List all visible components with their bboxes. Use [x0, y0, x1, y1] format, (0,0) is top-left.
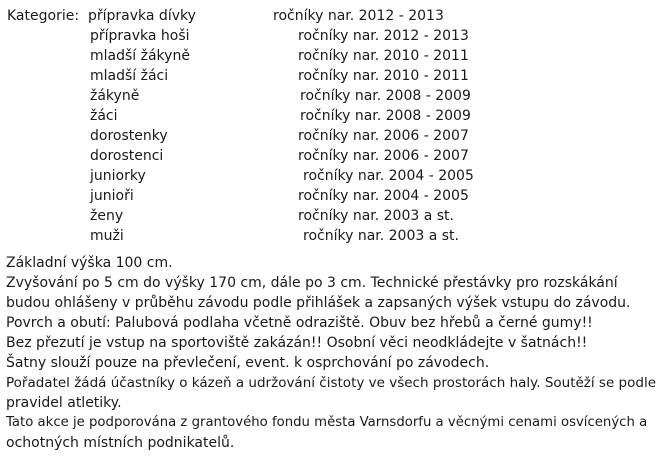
text-line: Povrch a obutí: Palubová podlaha včetně odraziště. Obuv bez hřebů a černé gumy!! — [6, 315, 593, 331]
category-row — [0, 66, 661, 86]
category-years: ročníky nar. 2006 - 2007 — [298, 128, 469, 144]
category-years: ročníky nar. 2003 a st. — [298, 208, 454, 224]
category-name: mladší žákyně — [90, 48, 190, 64]
category-years: ročníky nar. 2008 - 2009 — [300, 108, 471, 124]
category-row — [0, 106, 661, 126]
text-line: budou ohlášeny v průběhu závodu podle přihlášek a zapsaných výšek vstupu do závodu. — [6, 295, 631, 311]
category-years: ročníky nar. 2006 - 2007 — [298, 148, 469, 164]
category-years: ročníky nar. 2004 - 2005 — [303, 168, 474, 184]
category-name: žáci — [90, 108, 118, 124]
category-years: ročníky nar. 2012 - 2013 — [273, 8, 444, 24]
category-row — [0, 126, 661, 146]
category-row — [0, 6, 661, 26]
text-line: ochotných místních podnikatelů. — [6, 435, 235, 451]
category-name: junioři — [90, 188, 134, 204]
category-row — [0, 26, 661, 46]
category-name: dorostenky — [90, 128, 168, 144]
text-line: Tato akce je podporována z grantového fondu města Varnsdorfu a věcnými cenami osvícených a — [6, 415, 648, 430]
category-row — [0, 46, 661, 66]
category-name: mladší žáci — [90, 68, 169, 84]
text-line: pravidel atletiky. — [6, 395, 122, 411]
category-years: ročníky nar. 2010 - 2011 — [298, 48, 469, 64]
category-years: ročníky nar. 2004 - 2005 — [298, 188, 469, 204]
category-row — [0, 146, 661, 166]
text-line: Bez přezutí je vstup na sportoviště zakázán!! Osobní věci neodkládejte v šatnách!! — [6, 335, 588, 351]
category-name: ženy — [90, 208, 124, 224]
category-years: ročníky nar. 2012 - 2013 — [298, 28, 469, 44]
text-line: Šatny slouží pouze na převlečení, event. k osprchování po závodech. — [6, 355, 490, 371]
category-years: ročníky nar. 2003 a st. — [303, 228, 459, 244]
category-name: žákyně — [90, 88, 140, 104]
category-name: přípravka hoši — [90, 28, 190, 44]
category-row — [0, 166, 661, 186]
category-name: přípravka dívky — [88, 8, 196, 24]
category-name: dorostenci — [90, 148, 164, 164]
category-years: ročníky nar. 2008 - 2009 — [300, 88, 471, 104]
text-line: Pořadatel žádá účastníky o kázeň a udržování čistoty ve všech prostorách haly. Soutěží se podle — [6, 375, 657, 391]
category-name: juniorky — [90, 168, 146, 184]
category-row — [0, 206, 661, 226]
category-row — [0, 186, 661, 206]
text-line: Základní výška 100 cm. — [6, 255, 173, 271]
category-row — [0, 226, 661, 246]
category-row — [0, 86, 661, 106]
category-label: Kategorie: — [7, 8, 80, 24]
category-years: ročníky nar. 2010 - 2011 — [298, 68, 469, 84]
text-line: Zvyšování po 5 cm do výšky 170 cm, dále po 3 cm. Technické přestávky pro rozskákání — [6, 275, 618, 291]
category-name: muži — [90, 228, 124, 244]
